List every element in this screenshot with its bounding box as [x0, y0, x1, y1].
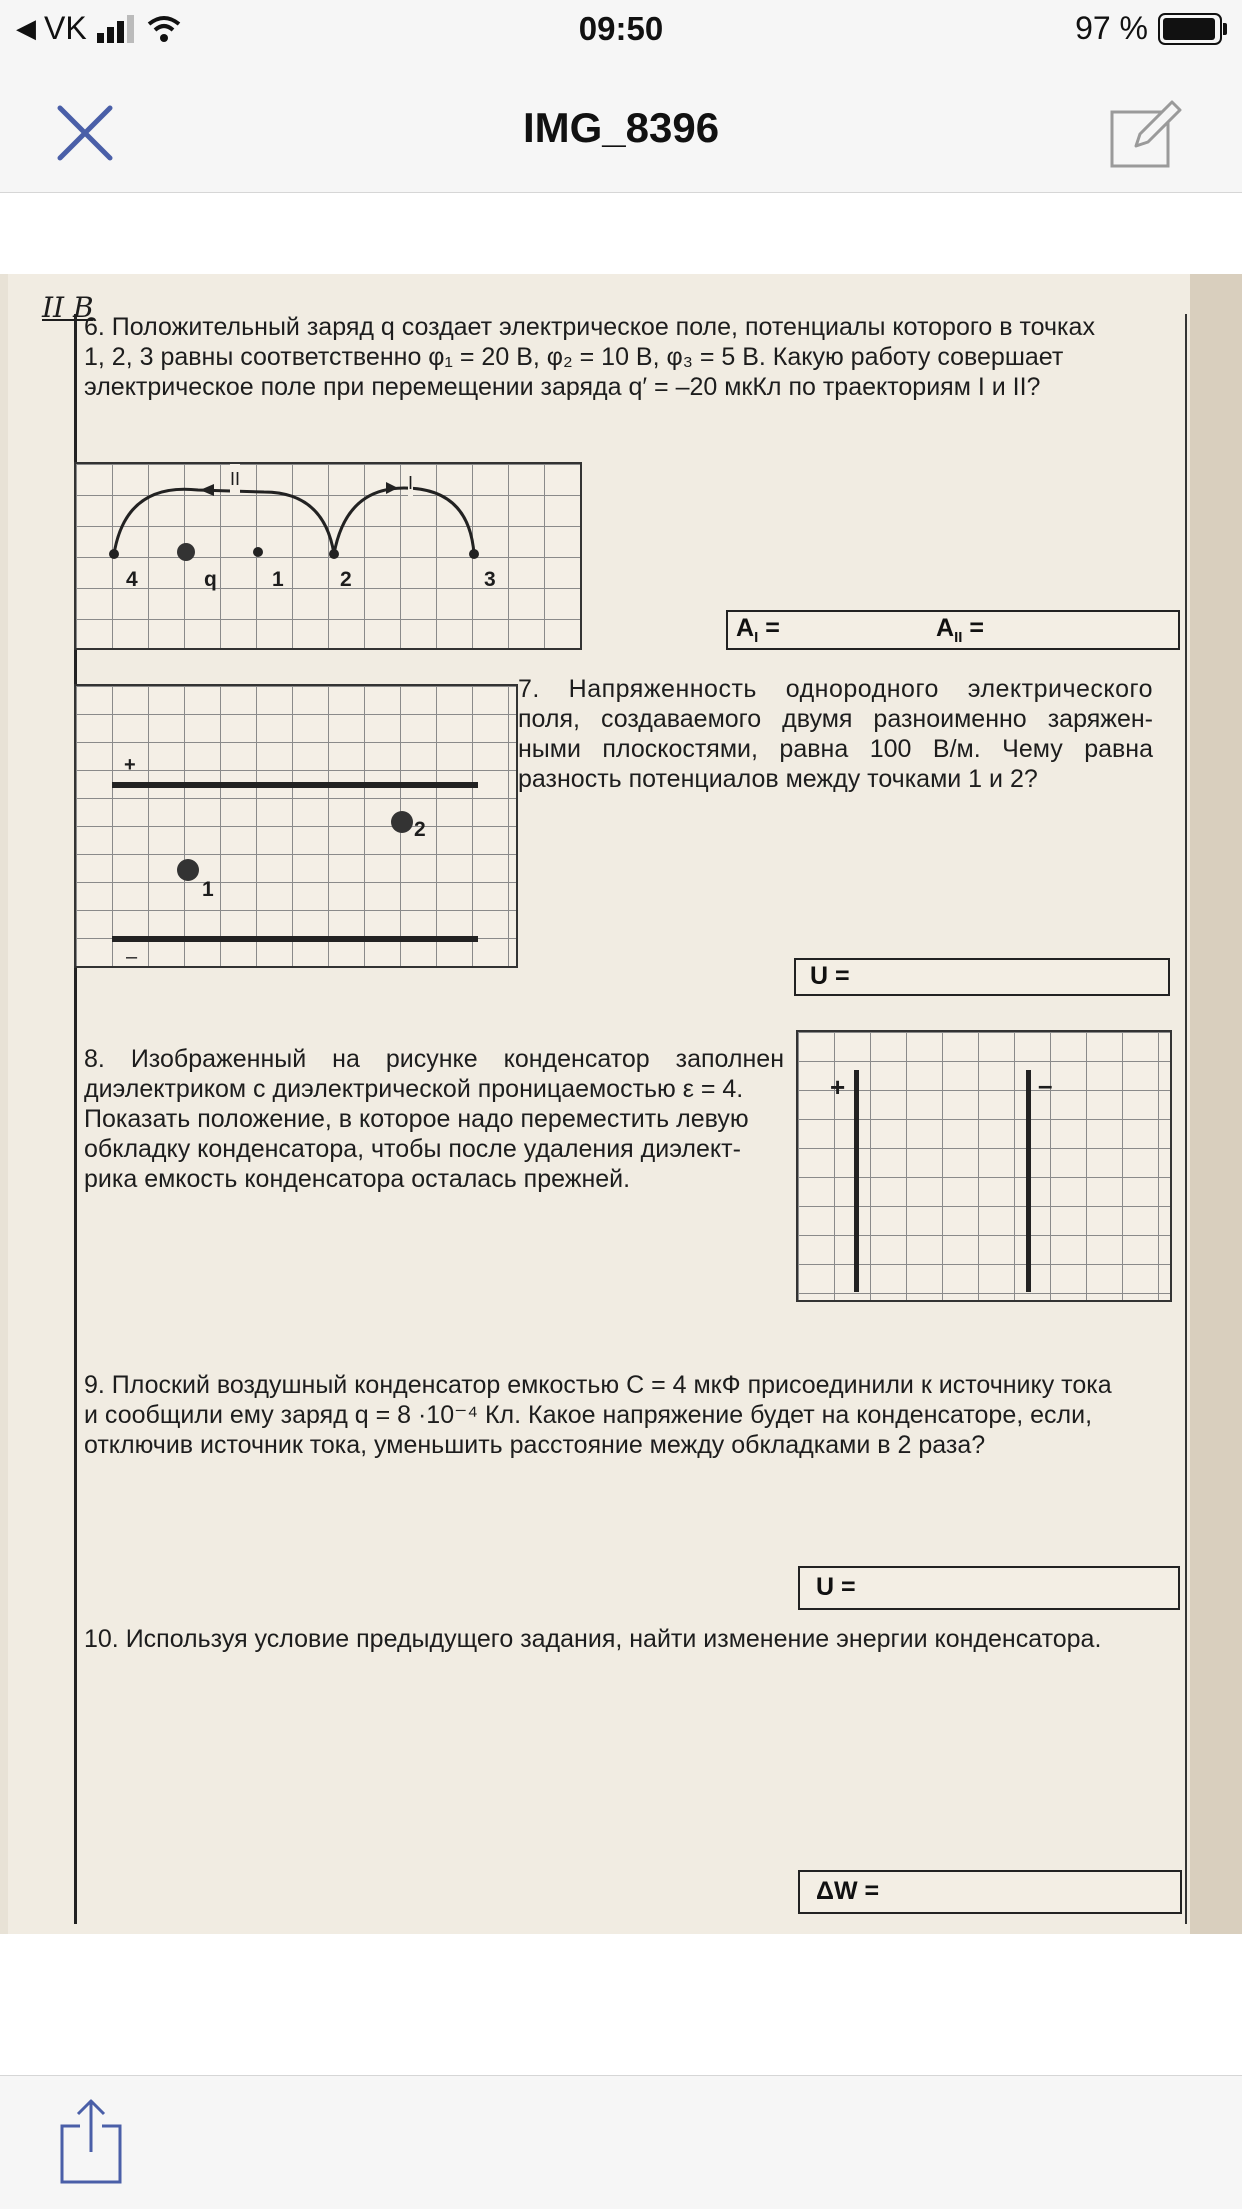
q10-line-1: 10. Используя условие предыдущего задания, найти изменение энергии конденсатора. — [84, 1625, 1102, 1653]
q6-line-2: 1, 2, 3 равны соответственно φ₁ = 20 В, φ₂ = 10 В, φ₃ = 5 В. Какую работу совершает — [84, 343, 1064, 371]
answer-a1: $A_I$ = — [736, 614, 780, 646]
carrier-label: VK — [44, 10, 87, 46]
photo-viewer[interactable] — [0, 274, 1242, 1934]
trajectory-i-arc — [334, 488, 474, 554]
capacitor-left-plate — [854, 1070, 859, 1292]
point-3-label: 3 — [484, 568, 496, 591]
point-3-dot — [469, 549, 479, 559]
point-2-label: 2 — [340, 568, 352, 591]
navigation-bar — [0, 62, 1242, 193]
point-1-dot — [253, 547, 263, 557]
q7-line-3: ными плоскостями, равна 100 В/м. Чему равна — [518, 735, 1153, 763]
q7-point-1-label: 1 — [202, 878, 214, 901]
q8-line-5: рика емкость конденсатора осталась прежней. — [84, 1165, 631, 1193]
q7-point-2-label: 2 — [414, 818, 426, 841]
status-time: 09:50 — [578, 10, 664, 47]
answer-a2: $A_{II}$ = — [936, 614, 984, 646]
q6-line-1: 6. Положительный заряд q создает электрическое поле, потенциалы которого в точках — [84, 313, 1095, 341]
q7-point-1-dot — [177, 859, 199, 881]
battery-percent: 97 % — [1075, 10, 1148, 46]
q10-answer-box[interactable] — [798, 1870, 1182, 1914]
negative-plate-sign: – — [126, 946, 138, 968]
q10-answer-label: ΔW = — [816, 1877, 880, 1905]
image-title: IMG_8396 — [522, 104, 720, 151]
q8-capacitor — [796, 1030, 1170, 1300]
share-icon[interactable] — [56, 2096, 126, 2186]
q9-answer-box[interactable] — [798, 1566, 1180, 1610]
point-1-label: 1 — [272, 568, 284, 591]
arrow-i-icon — [386, 482, 398, 494]
point-q-label: q — [204, 568, 217, 591]
trajectory-ii-arc — [114, 489, 334, 554]
q7-line-1: 7. Напряженность однородного электрического — [518, 675, 1153, 703]
q9-answer-label: U = — [816, 1573, 856, 1601]
label-i: I — [408, 468, 413, 499]
edit-icon[interactable] — [1106, 92, 1186, 172]
q6-trajectories — [74, 462, 580, 648]
status-bar — [0, 0, 1242, 62]
q8-line-3: Показать положение, в которое надо переместить левую — [84, 1105, 749, 1133]
positive-plate-sign: + — [124, 754, 136, 776]
worksheet-page — [8, 274, 1190, 1934]
arrow-ii-icon — [200, 484, 214, 496]
q8-line-4: обкладку конденсатора, чтобы после удаления диэлект- — [84, 1135, 741, 1163]
bottom-toolbar — [0, 2075, 1242, 2209]
q9-line-2: и сообщили ему заряд q = 8 ·10⁻⁴ Кл. Какое напряжение будет на конденсаторе, если, — [84, 1401, 1093, 1429]
charge-q-dot — [177, 543, 195, 561]
point-4-label: 4 — [126, 568, 138, 591]
q8-line-1: 8. Изображенный на рисунке конденсатор заполнен — [84, 1045, 784, 1073]
status-right — [1075, 10, 1222, 47]
positive-plate — [112, 782, 478, 788]
q8-line-2: диэлектриком с диэлектрической проницаемостью ε = 4. — [84, 1075, 744, 1103]
back-arrow-icon[interactable]: ◀ — [16, 13, 36, 43]
q6-answer-box[interactable] — [726, 610, 1180, 650]
handwritten-variant: II B — [42, 291, 94, 324]
capacitor-plus-sign: + — [830, 1072, 846, 1102]
capacitor-minus-sign: – — [1038, 1070, 1053, 1100]
q7-answer-box[interactable] — [794, 958, 1170, 996]
q9-line-1: 9. Плоский воздушный конденсатор емкостью C = 4 мкФ присоединили к источнику тока — [84, 1371, 1112, 1399]
q7-plates — [74, 684, 516, 966]
point-2-dot — [329, 549, 339, 559]
point-4-dot — [109, 549, 119, 559]
battery-icon — [1158, 13, 1222, 45]
q7-point-2-dot — [391, 811, 413, 833]
q7-line-4: разность потенциалов между точками 1 и 2? — [518, 765, 1038, 793]
q7-line-2: поля, создаваемого двумя разноименно заряжен- — [518, 705, 1153, 733]
negative-plate — [112, 936, 478, 942]
q6-line-3: электрическое поле при перемещении заряда q′ = –20 мкКл по траекториям I и II? — [84, 373, 1041, 401]
capacitor-right-plate — [1026, 1070, 1031, 1292]
label-ii: II — [230, 464, 240, 495]
q7-answer-label: U = — [810, 962, 850, 990]
q9-line-3: отключив источник тока, уменьшить расстояние между обкладками в 2 раза? — [84, 1431, 986, 1459]
